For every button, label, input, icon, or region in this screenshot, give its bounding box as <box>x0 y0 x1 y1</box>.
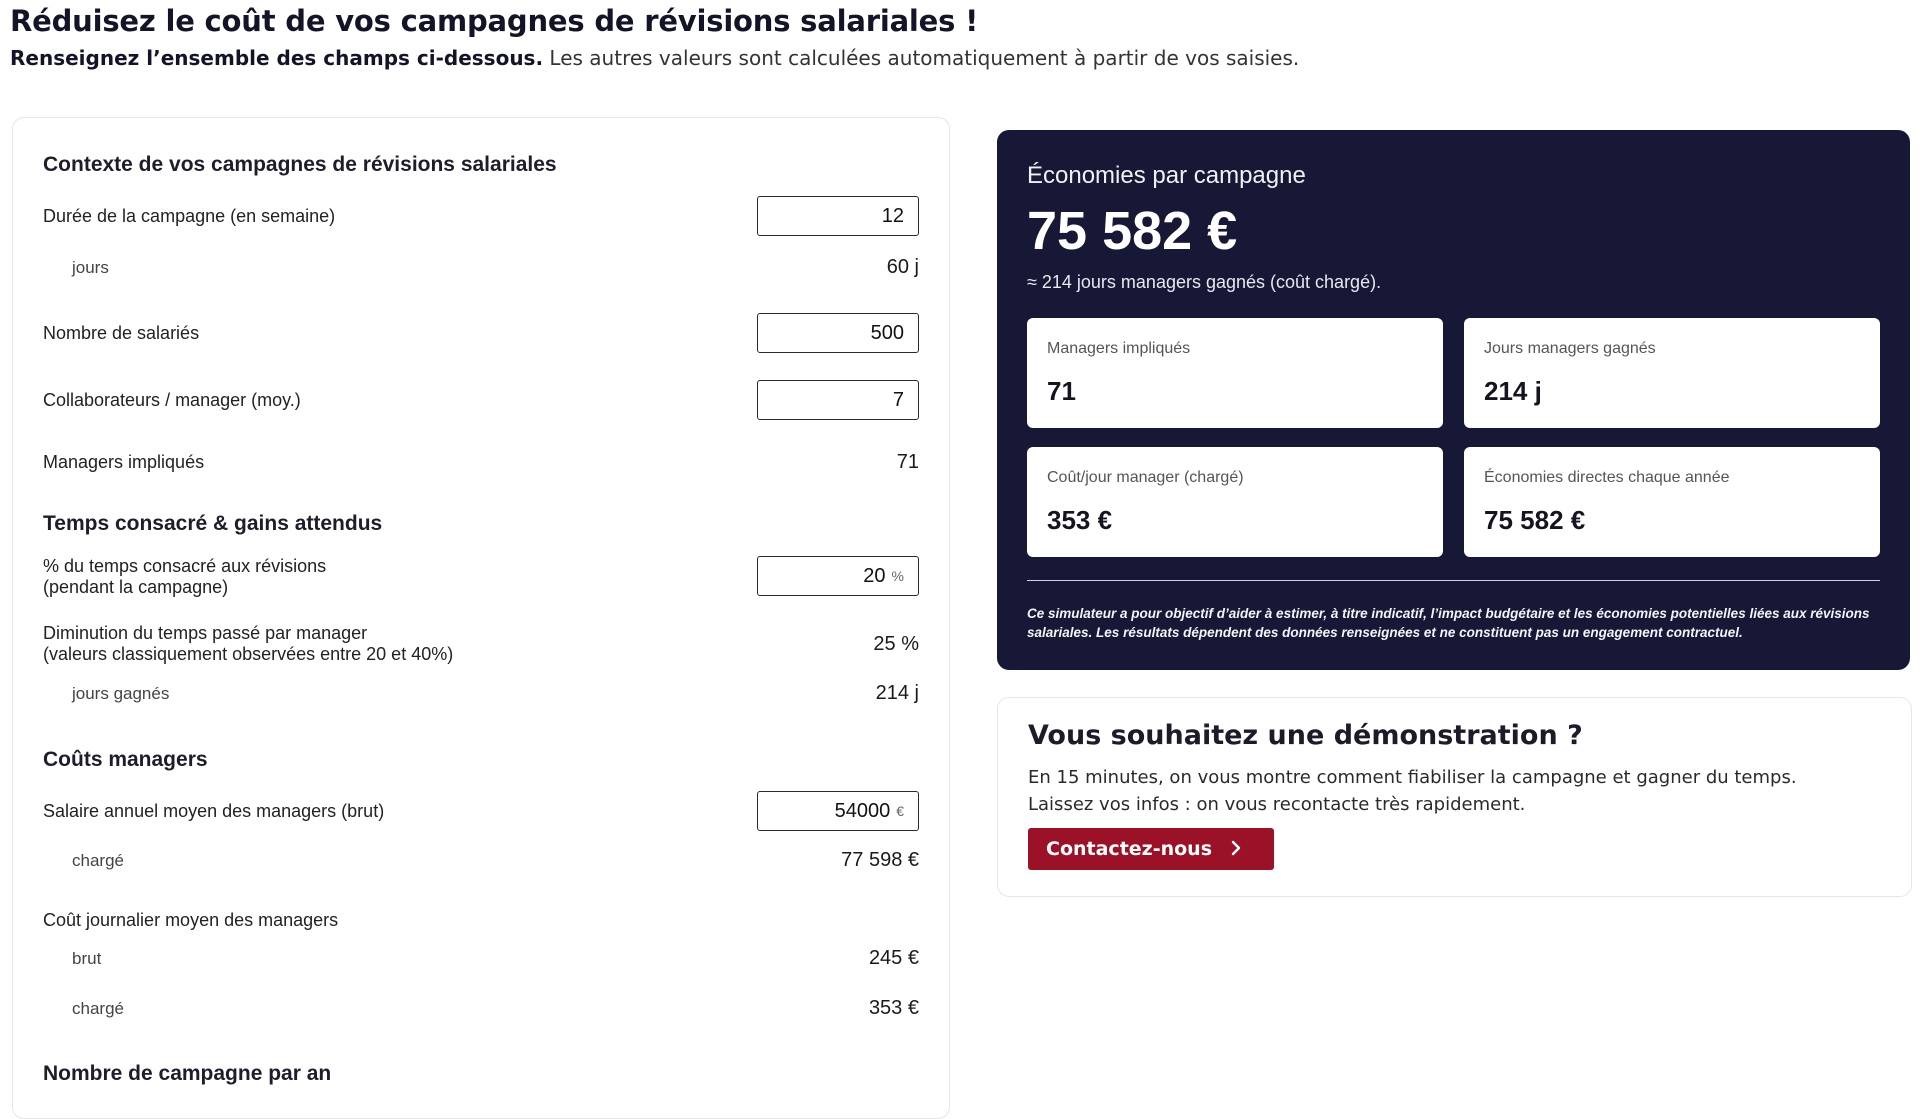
stat-label: Managers impliqués <box>1047 340 1191 357</box>
duration-input-value: 12 <box>881 204 904 227</box>
reduction-value: 25 % <box>873 633 919 655</box>
gross-value: 245 € <box>868 947 919 969</box>
disclaimer: Ce simulateur a pour objectif d’aider à estimer, à titre indicatif, l’impact budgétaire et les économies potentielles liées aux révisions salariales. Les résultats dépendent des données renseignées et ne constituent pas un engagement contractuel. <box>1027 606 1870 640</box>
stat-daily-cost <box>1027 447 1443 557</box>
stat-value: 214 j <box>1484 376 1542 406</box>
reduction-label-line1: Diminution du temps passé par manager <box>43 623 368 643</box>
days-label: jours <box>72 258 109 277</box>
divider <box>1027 580 1880 581</box>
time-pct-label-line2: (pendant la campagne) <box>43 577 229 597</box>
managers-label: Managers impliqués <box>43 452 205 472</box>
section-title-campaigns: Nombre de campagne par an <box>43 1062 332 1085</box>
stat-annual-savings <box>1464 447 1880 557</box>
contact-button[interactable] <box>1028 828 1274 870</box>
section-title-time: Temps consacré & gains attendus <box>43 512 383 535</box>
employees-input[interactable] <box>757 313 919 353</box>
demo-title: Vous souhaitez une démonstration ? <box>1028 720 1583 751</box>
duration-input[interactable] <box>757 196 919 236</box>
salary-input-value: 54000 <box>834 799 891 822</box>
subtitle-text: Les autres valeurs sont calculées automatiquement à partir de vos saisies. <box>543 46 1300 70</box>
charged-label: chargé <box>72 851 124 870</box>
savings-summary-card <box>997 130 1910 670</box>
stat-value: 71 <box>1047 376 1076 406</box>
ratio-input-value: 7 <box>892 388 904 411</box>
stat-managers <box>1027 318 1443 428</box>
savings-label: Économies par campagne <box>1027 162 1306 189</box>
managers-value: 71 <box>896 451 919 473</box>
chevron-right-icon <box>1230 837 1242 861</box>
time-pct-input[interactable] <box>757 556 919 596</box>
time-pct-label-line1: % du temps consacré aux révisions <box>43 556 327 576</box>
days-gained-label: jours gagnés <box>72 684 170 703</box>
demo-card <box>997 697 1912 897</box>
daily-cost-label: Coût journalier moyen des managers <box>43 910 339 930</box>
salary-label: Salaire annuel moyen des managers (brut) <box>43 801 385 821</box>
euro-unit: € <box>896 803 904 819</box>
reduction-label <box>43 623 453 665</box>
page-header <box>10 4 1900 70</box>
daily-charged-value: 353 € <box>868 997 919 1019</box>
page-subtitle <box>10 46 1900 70</box>
days-value: 60 j <box>886 256 919 278</box>
charged-value: 77 598 € <box>841 849 919 871</box>
ratio-input[interactable] <box>757 380 919 420</box>
stat-label: Jours managers gagnés <box>1484 340 1656 357</box>
savings-amount: 75 582 € <box>1027 201 1238 261</box>
days-gained-value: 214 j <box>875 682 919 704</box>
demo-text-line2: Laissez vos infos : on vous recontacte très rapidement. <box>1028 794 1526 815</box>
stat-value: 353 € <box>1047 505 1113 535</box>
demo-text-line1: En 15 minutes, on vous montre comment fiabiliser la campagne et gagner du temps. <box>1028 767 1797 788</box>
simulator-form <box>12 117 950 1119</box>
employees-label: Nombre de salariés <box>43 323 200 343</box>
percent-unit: % <box>891 568 904 584</box>
gross-label: brut <box>72 949 102 968</box>
section-title-costs: Coûts managers <box>43 748 208 771</box>
demo-text <box>1028 764 1797 818</box>
stat-label: Coût/jour manager (chargé) <box>1047 469 1244 486</box>
contact-button-label: Contactez-nous <box>1046 838 1213 860</box>
stat-value: 75 582 € <box>1484 505 1586 535</box>
daily-charged-label: chargé <box>72 999 124 1018</box>
reduction-label-line2: (valeurs classiquement observées entre 20 et 40%) <box>43 644 454 664</box>
subtitle-emphasis: Renseignez l’ensemble des champs ci-dessous. <box>10 46 544 70</box>
stat-days-gained <box>1464 318 1880 428</box>
employees-input-value: 500 <box>870 321 904 344</box>
salary-input[interactable] <box>757 791 919 831</box>
ratio-label: Collaborateurs / manager (moy.) <box>43 390 301 410</box>
section-title-context: Contexte de vos campagnes de révisions salariales <box>43 153 557 176</box>
page-title: Réduisez le coût de vos campagnes de révisions salariales ! <box>10 4 979 38</box>
time-pct-input-value: 20 <box>863 564 886 587</box>
savings-note: ≈ 214 jours managers gagnés (coût chargé). <box>1027 272 1382 292</box>
stat-label: Économies directes chaque année <box>1484 469 1730 486</box>
time-pct-label <box>43 556 326 598</box>
duration-label: Durée de la campagne (en semaine) <box>43 206 336 226</box>
